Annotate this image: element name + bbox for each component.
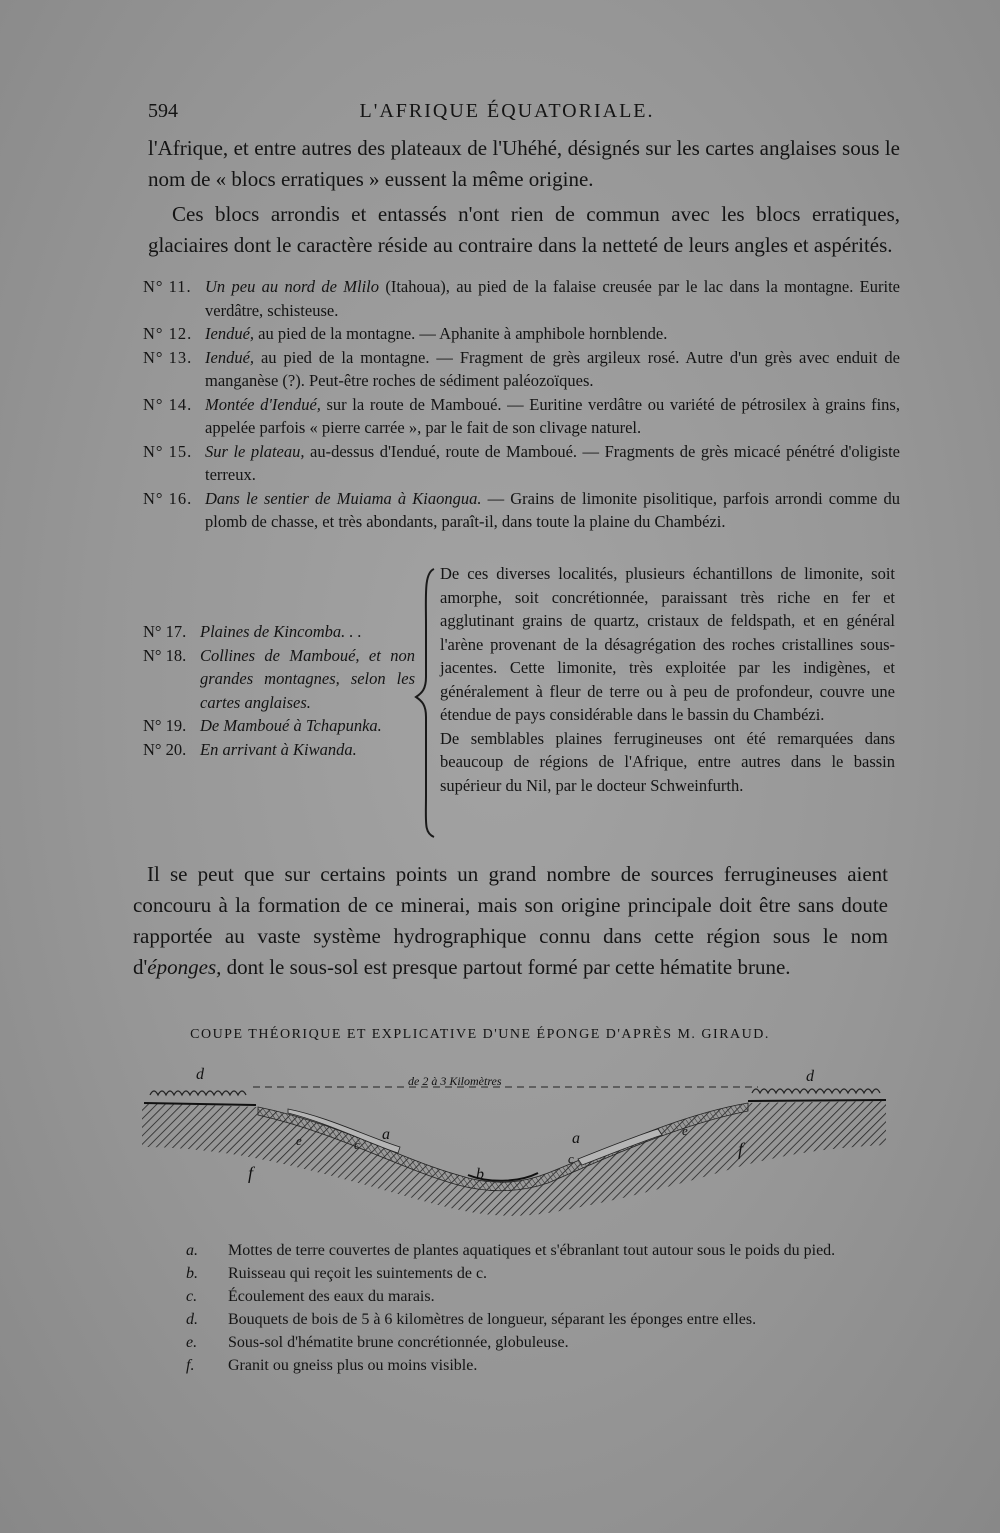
legend-key: e.: [186, 1334, 198, 1351]
legend-item: [186, 1239, 886, 1262]
entry-text: sur la route de Mamboué. — Euritine verdâtre ou variété de pétrosilex à grains fins, appelée parfois « pierre carrée », par le fait de son clivage naturel.: [205, 394, 900, 437]
granite-bedrock: [142, 1101, 886, 1216]
entry-place: Montée d'Iendué,: [205, 394, 321, 414]
figure-legend: [186, 1239, 886, 1377]
entry-text: — Grains de limonite pisolitique, parfois arrondi comme du plomb de chasse, et très abondants, paraît-il, dans toute la plaine du Chambézi.: [205, 488, 901, 531]
woods-right: [748, 1089, 886, 1101]
paragraph-blocs: [148, 199, 900, 261]
legend-key: f.: [186, 1357, 195, 1374]
entry-number: N° 16.: [143, 488, 193, 508]
legend-item: [186, 1354, 886, 1377]
legend-key: d.: [186, 1311, 198, 1328]
legend-item: [186, 1262, 886, 1285]
group-item-number: N° 17.: [143, 622, 187, 641]
entry-number: N° 11.: [143, 277, 192, 296]
legend-key: b.: [186, 1265, 198, 1282]
label-a-right: a: [572, 1130, 580, 1147]
distance-label: de 2 à 3 Kilomètres: [408, 1074, 502, 1088]
legend-text: Mottes de terre couvertes de plantes aquatiques et s'ébranlant tout autour sous le poids du pied.: [228, 1242, 836, 1259]
legend-item: [186, 1308, 886, 1331]
entry-place: Dans le sentier de Muiama à Kiaongua.: [205, 488, 482, 508]
label-a-left: a: [382, 1126, 390, 1143]
legend-text: Sous-sol d'hématite brune concrétionnée, globuleuse.: [228, 1334, 569, 1351]
entry-place: Iendué,: [205, 347, 255, 367]
group-item-text: Collines de Mamboué, et non grandes montagnes, selon les cartes anglaises.: [200, 645, 415, 712]
specimen-entry: [143, 440, 900, 487]
entry-number: N° 13.: [143, 347, 193, 367]
paragraph-blocs-text: Ces blocs arrondis et entassés n'ont rien de commun avec les blocs erratiques, glaciaires dont le caractère réside au contraire dans la netteté de leurs angles et aspérités.: [148, 202, 900, 257]
group-description: [440, 562, 895, 797]
group-item-number: N° 18.: [143, 645, 187, 665]
entry-text: au pied de la montagne. — Fragment de grès argileux rosé. Autre d'un grès avec enduit de manganèse (?). Peut-être roches de sédiment paléozoïques.: [205, 347, 900, 390]
legend-key: a.: [186, 1242, 198, 1259]
entry-number: N° 15.: [143, 441, 193, 461]
label-f-left: f: [248, 1163, 254, 1183]
label-e-right: e: [682, 1123, 688, 1138]
group-item-number: N° 20.: [143, 739, 187, 759]
group-description-2: De semblables plaines ferrugineuses ont été remarquées dans beaucoup de régions de l'Afrique, entre autres dans le bassin supérieur du Nil, par le docteur Schweinfurth.: [440, 728, 895, 795]
group-item: [143, 738, 415, 762]
group-item-text: En arrivant à Kiwanda.: [200, 739, 357, 759]
entry-text: (Itahoua), au pied de la falaise creusée par le lac dans la montagne. Eurite verdâtre, schisteuse.: [205, 277, 900, 320]
paragraph-eponges-after: dont le sous-sol est presque partout formé par cette hématite brune.: [221, 955, 791, 979]
figure-title: COUPE THÉORIQUE ET EXPLICATIVE D'UNE ÉPONGE D'APRÈS M. GIRAUD.: [190, 1027, 770, 1042]
group-item-text: Plaines de Kincomba. . .: [200, 622, 362, 641]
sponge-cross-section-diagram: [138, 1063, 898, 1228]
legend-text: Bouquets de bois de 5 à 6 kilomètres de longueur, séparant les éponges entre elles.: [228, 1311, 757, 1328]
entry-text: au-dessus d'Iendué, route de Mamboué. — Fragments de grès micacé pénétré d'oligiste terreux.: [205, 441, 900, 484]
page-header: [148, 100, 866, 124]
group-item: [143, 714, 415, 738]
legend-item: [186, 1285, 886, 1308]
legend-text: Écoulement des eaux du marais.: [228, 1288, 435, 1305]
legend-key: c.: [186, 1288, 198, 1305]
legend-item: [186, 1331, 886, 1354]
specimen-entry: [143, 487, 900, 534]
paragraph-eponges-italic: éponges,: [147, 955, 222, 979]
group-item-number: N° 19.: [143, 716, 187, 735]
paragraph-eponges: [133, 859, 888, 983]
entry-place: Sur le plateau,: [205, 441, 305, 461]
group-item-text: De Mamboué à Tchapunka.: [200, 716, 382, 735]
page-number: 594: [148, 100, 178, 122]
specimen-entry: [143, 275, 900, 322]
specimen-entry: [143, 322, 900, 346]
specimen-entry: [143, 393, 900, 440]
legend-text: Ruisseau qui reçoit les suintements de c.: [228, 1265, 488, 1282]
specimen-list: [143, 275, 900, 534]
group-item: [143, 620, 415, 644]
group-item: [143, 644, 415, 715]
label-c-left: c: [354, 1137, 360, 1152]
entry-number: N° 14.: [143, 394, 193, 414]
label-d-left: d: [196, 1066, 204, 1083]
woods-left: [144, 1091, 256, 1105]
label-c-right: c: [568, 1151, 574, 1166]
paragraph-intro: l'Afrique, et entre autres des plateaux de l'Uhéhé, désignés sur les cartes anglaises sous le nom de « blocs erratiques » eussent la même origine.: [148, 136, 900, 191]
specimen-entry: [143, 346, 900, 393]
paragraph-eponges-before: Il se peut que sur certains points un grand nombre de sources ferrugineuses aient concouru à la formation de ce minerai, mais son origine principale doit être sans doute rapportée au vaste système hydrographique connu dans cette région sous le nom d': [133, 862, 888, 979]
entry-place: Iendué,: [205, 324, 255, 343]
label-b: b: [476, 1166, 484, 1183]
entry-text: au pied de la montagne. — Aphanite à amphibole hornblende.: [254, 324, 668, 343]
label-d-right: d: [806, 1068, 814, 1085]
entry-number: N° 12.: [143, 324, 193, 343]
group-description-1: De ces diverses localités, plusieurs échantillons de limonite, soit amorphe, soit concrétionnée, paraissant très riche en fer et agglutinant grains de quartz, cristaux de feldspath, et en général l'arène provenant de la désagrégation des roches cristallines sous-jacentes. Cette limonite, très exploitée par les indigènes, et généralement à fleur de terre ou à peu de profondeur, couvre une étendue de pays considérable dans le bassin du Chambézi.: [440, 564, 895, 724]
running-title: L'AFRIQUE ÉQUATORIALE.: [359, 100, 655, 122]
entry-place: Un peu au nord de Mlilo: [205, 277, 379, 296]
label-f-right: f: [738, 1139, 744, 1159]
label-e-left: e: [296, 1133, 302, 1148]
specimen-group: [143, 620, 415, 761]
legend-text: Granit ou gneiss plus ou moins visible.: [228, 1357, 478, 1374]
curly-brace-icon: [412, 565, 440, 840]
